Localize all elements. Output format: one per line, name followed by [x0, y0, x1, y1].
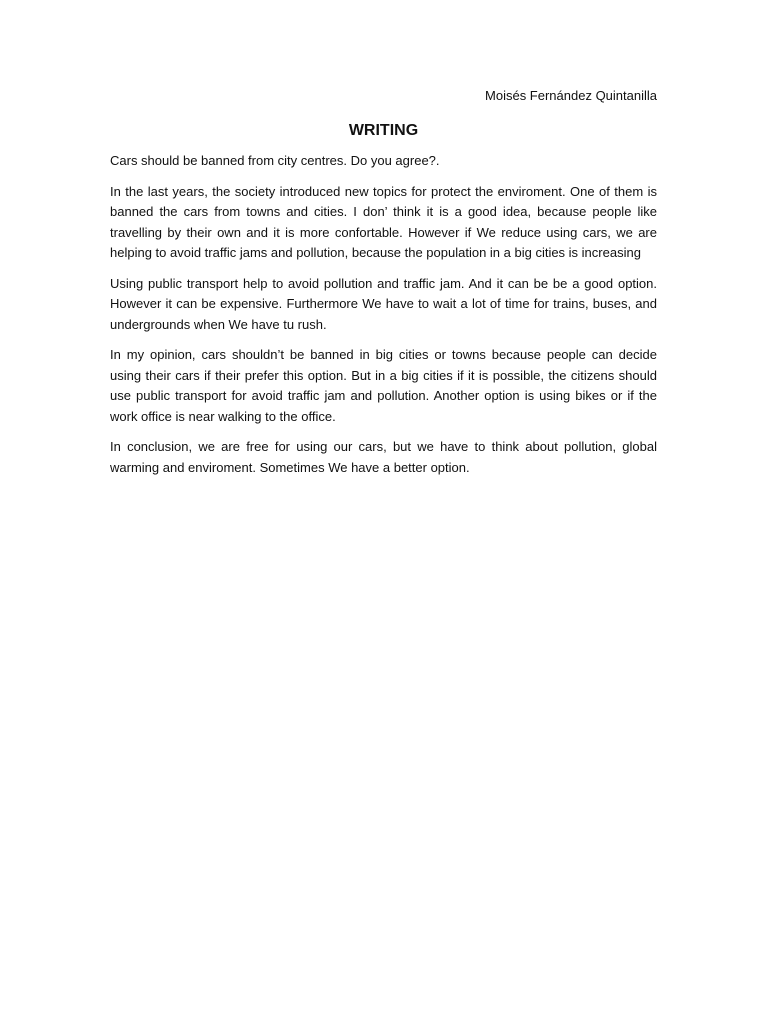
paragraph-public-transport: Using public transport help to avoid pollution and traffic jam. And it can be be a good option. However it can be expensive. Furthermore We have to wait a lot of time for trains, buses, and undergrounds when We have tu rush. — [110, 275, 657, 332]
essay-question: Cars should be banned from city centres. Do you agree?. — [110, 153, 440, 168]
paragraph-opinion: In my opinion, cars shouldn’t be banned in big cities or towns because people can decide using their cars if their prefer this option. But in a big cities if it is possible, the citizens should use public transport for avoid traffic jam and pollution. Another option is using bikes or if the work office is near walking to the office. — [110, 347, 657, 424]
document-page — [110, 86, 657, 478]
paragraph-conclusion: In conclusion, we are free for using our cars, but we have to think about pollution, global warming and enviroment. Sometimes We have a better option. — [110, 439, 657, 475]
document-title: WRITING — [348, 122, 419, 139]
author-name: Moisés Fernández Quintanilla — [485, 88, 657, 103]
paragraph-introduction: In the last years, the society introduced new topics for protect the enviroment. One of them is banned the cars from towns and cities. I don’ think it is a good idea, because people like travelling by their own and it is more confortable. However if We reduce using cars, we are helping to avoid traffic jams and pollution, because the population in a big cities is increasing — [110, 183, 657, 260]
